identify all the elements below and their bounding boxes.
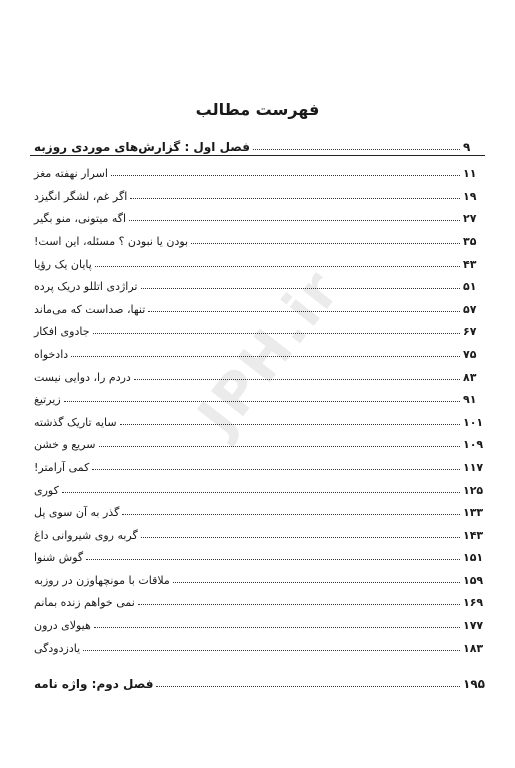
entry-title: اگه میتونی، منو بگیر xyxy=(34,212,127,226)
chapter-divider xyxy=(30,155,485,156)
toc-entry[interactable] xyxy=(30,384,485,407)
page-number: ۱۴۳ xyxy=(463,528,484,542)
page-number: ۲۷ xyxy=(463,212,477,226)
dot-leader xyxy=(111,175,460,176)
table-of-contents xyxy=(30,131,485,691)
page-number: ۱۸۳ xyxy=(463,641,484,655)
dot-leader xyxy=(191,243,460,244)
toc-entry[interactable] xyxy=(30,338,485,361)
dot-leader xyxy=(64,401,460,402)
page-number: ۹ xyxy=(463,139,471,154)
dot-leader xyxy=(62,492,460,493)
dot-leader xyxy=(83,650,460,651)
watermark: JPH.ir xyxy=(185,258,354,447)
toc-entry[interactable] xyxy=(30,225,485,248)
toc-entry[interactable] xyxy=(30,429,485,452)
dot-leader xyxy=(130,198,460,199)
page-number: ۱۱۷ xyxy=(463,460,484,474)
page-number: ۶۷ xyxy=(463,325,477,339)
page-number: ۱۱ xyxy=(463,167,477,181)
toc-entry[interactable] xyxy=(30,316,485,339)
entry-title: گربه روی شیروانی داغ xyxy=(34,528,138,542)
entry-title: کمی آرامتر! xyxy=(34,460,90,474)
dot-leader xyxy=(134,379,460,380)
dot-leader xyxy=(173,582,460,583)
entry-title: دادخواه xyxy=(34,347,69,361)
dot-leader xyxy=(148,311,460,312)
toc-entry[interactable] xyxy=(30,474,485,497)
dot-leader xyxy=(129,220,460,221)
toc-entry[interactable] xyxy=(30,632,485,655)
toc-entry[interactable] xyxy=(30,451,485,474)
entry-title: بودن یا نبودن ؟ مسئله، این است! xyxy=(34,234,189,248)
page-title: فهرست مطالب xyxy=(195,100,320,119)
toc-entry[interactable] xyxy=(30,497,485,520)
entry-title: دردم را، دوایی نیست xyxy=(34,370,131,384)
dot-leader xyxy=(253,149,460,150)
dot-leader xyxy=(138,604,460,605)
page-number: ۱۰۹ xyxy=(463,438,484,452)
entry-title: گذر به آن سوی پل xyxy=(34,506,120,520)
page-number: ۱۶۹ xyxy=(463,596,484,610)
entry-title: اگر غم، لشگر انگیزد xyxy=(34,189,128,203)
dot-leader xyxy=(99,446,461,447)
toc-entry[interactable] xyxy=(30,203,485,226)
toc-entry[interactable] xyxy=(30,519,485,542)
page-number: ۱۷۷ xyxy=(463,619,484,633)
page-number: ۸۳ xyxy=(463,370,477,384)
entry-title: اسرار نهفته مغز xyxy=(34,167,108,181)
dot-leader xyxy=(71,356,460,357)
page-number: ۱۹ xyxy=(463,189,477,203)
dot-leader xyxy=(86,559,460,560)
page-number: ۷۵ xyxy=(463,347,477,361)
toc-entry[interactable] xyxy=(30,406,485,429)
page-number: ۱۵۹ xyxy=(463,573,484,587)
dot-leader xyxy=(120,424,460,425)
dot-leader xyxy=(93,333,460,334)
page-number: ۱۹۵ xyxy=(463,677,485,692)
page-number: ۵۷ xyxy=(463,302,477,316)
dot-leader xyxy=(141,537,460,538)
entry-title: ملاقات با مونچهاوزن در روزبه xyxy=(34,573,170,587)
entry-title: جادوی افکار xyxy=(34,325,90,339)
entry-title: سایه تاریک گذشته xyxy=(34,415,117,429)
dot-leader xyxy=(156,686,460,687)
entry-title: زیرتیغ xyxy=(34,393,61,407)
chapter-title: فصل اول : گزارش‌های موردی روزبه xyxy=(34,139,250,154)
toc-entry[interactable] xyxy=(30,271,485,294)
page-number: ۹۱ xyxy=(463,393,477,407)
chapter-title: فصل دوم: واژه نامه xyxy=(34,677,154,692)
entry-title: تراژدی اتللو دریک پرده xyxy=(34,280,138,294)
toc-entry[interactable] xyxy=(30,361,485,384)
toc-entry[interactable] xyxy=(30,180,485,203)
page-number: ۱۳۳ xyxy=(463,506,484,520)
toc-entry[interactable] xyxy=(30,564,485,587)
page-number: ۴۳ xyxy=(463,257,477,271)
entry-title: تنها، صداست که می‌ماند xyxy=(34,302,146,316)
entry-title: سریع و خشن xyxy=(34,438,96,452)
toc-entry[interactable] xyxy=(30,542,485,565)
entry-title: یادزدودگی xyxy=(34,641,81,655)
dot-leader xyxy=(95,266,460,267)
entry-title: نمی خواهم زنده بمانم xyxy=(34,596,135,610)
toc-entry[interactable] xyxy=(30,609,485,632)
toc-chapter-1[interactable] xyxy=(30,131,485,154)
dot-leader xyxy=(122,514,460,515)
toc-entry[interactable] xyxy=(30,293,485,316)
page-number: ۱۵۱ xyxy=(463,551,484,565)
entry-title: هیولای درون xyxy=(34,619,91,633)
entry-title: پایان یک رؤیا xyxy=(34,257,92,271)
page-number: ۵۱ xyxy=(463,280,477,294)
dot-leader xyxy=(94,627,460,628)
toc-entry[interactable] xyxy=(30,158,485,181)
page-number: ۱۲۵ xyxy=(463,483,484,497)
dot-leader xyxy=(141,288,461,289)
entry-title: کوری xyxy=(34,483,59,497)
toc-entry[interactable] xyxy=(30,587,485,610)
toc-entry[interactable] xyxy=(30,248,485,271)
page-number: ۱۰۱ xyxy=(463,415,484,429)
toc-chapter-2[interactable] xyxy=(30,669,485,692)
page-number: ۳۵ xyxy=(463,234,477,248)
entry-title: گوش شنوا xyxy=(34,551,84,565)
toc-entries xyxy=(30,158,485,655)
dot-leader xyxy=(92,469,460,470)
